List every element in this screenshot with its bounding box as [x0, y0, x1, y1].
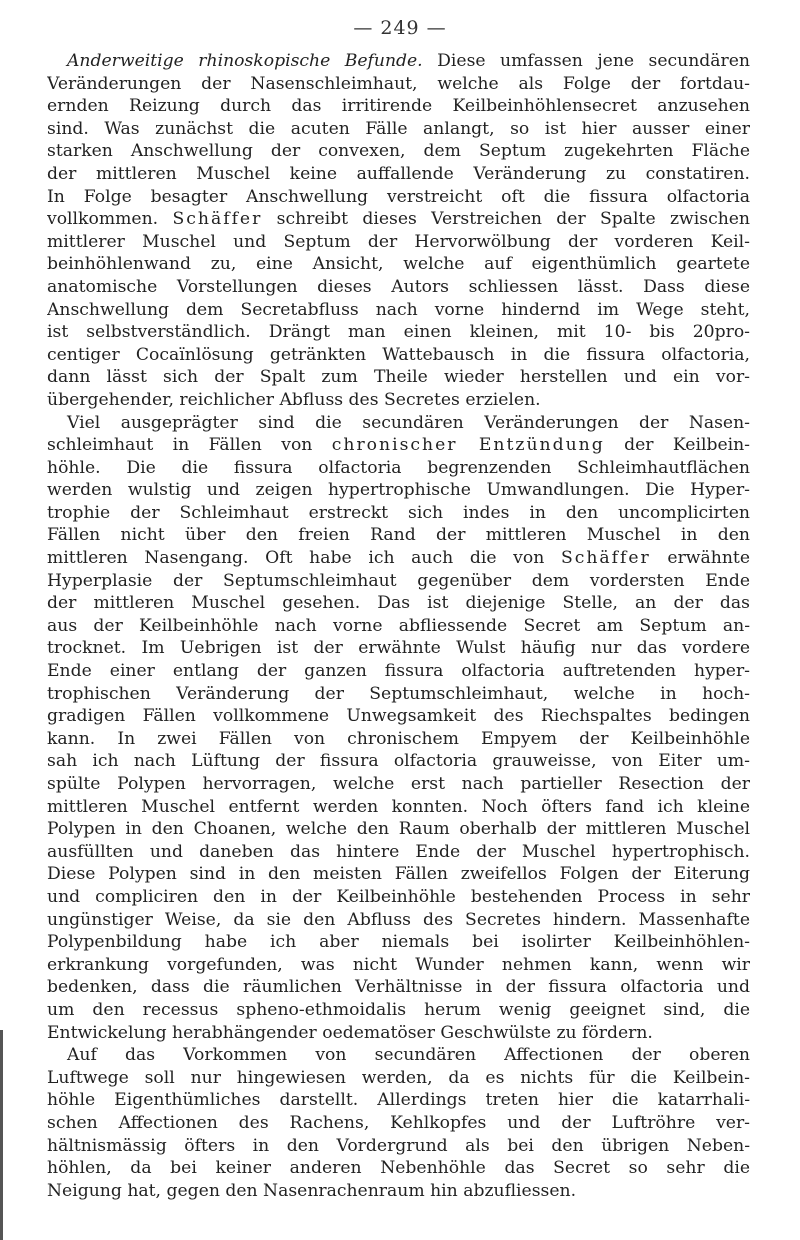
- text-line: Polypenbildung habe ich aber niemals bei isolirter Keilbeinhöhlen-: [47, 932, 750, 953]
- text-line: Luftwege soll nur hingewiesen werden, da es nichts für die Keilbein-: [47, 1067, 750, 1088]
- text-line: erkrankung vorgefunden, was nicht Wunder nehmen kann, wenn wir: [47, 954, 750, 975]
- text-line: Anschwellung dem Secretabfluss nach vorne hindernd im Wege steht,: [47, 299, 750, 320]
- page-number: — 249 —: [353, 17, 447, 39]
- text-line: mittleren Muschel entfernt werden konnten. Noch öfters fand ich kleine: [47, 796, 750, 817]
- text-line: ernden Reizung durch das irritirende Keilbeinhöhlensecret anzusehen: [47, 96, 750, 117]
- text-line: Anderweitige rhinoskopische Befunde. Diese umfassen jene secundären: [67, 51, 750, 71]
- text-line: Viel ausgeprägter sind die secundären Veränderungen der Nasen-: [67, 412, 750, 433]
- text-line: Diese Polypen sind in den meisten Fällen zweifellos Folgen der Eiterung: [47, 864, 750, 885]
- text-line: Fällen nicht über den freien Rand der mittleren Muschel in den: [47, 525, 750, 546]
- text-line: spülte Polypen hervorragen, welche erst nach partieller Resection der: [47, 774, 750, 794]
- text-line: höhlen, da bei keiner anderen Nebenhöhle das Secret so sehr die: [47, 1158, 750, 1179]
- scan-edge-shadow: [0, 1030, 3, 1240]
- text-line: Polypen in den Choanen, welche den Raum oberhalb der mittleren Muschel: [47, 819, 750, 840]
- emphasized-term: chronischer Entzündung: [331, 435, 605, 456]
- text-line: mittlerer Muschel und Septum der Hervorwölbung der vorderen Keil-: [47, 231, 750, 252]
- text-line: und compliciren den in der Keilbeinhöhle bestehenden Process in sehr: [47, 886, 750, 907]
- text-line: mittleren Nasengang. Oft habe ich auch die von Schäffer erwähnte: [47, 548, 750, 569]
- text-line: anatomische Vorstellungen dieses Autors schliessen lässt. Dass diese: [47, 276, 750, 297]
- text-line: der mittleren Muschel gesehen. Das ist diejenige Stelle, an der das: [47, 593, 750, 614]
- body-text: [47, 50, 750, 1202]
- text-line: vollkommen. Schäffer schreibt dieses Verstreichen der Spalte zwischen: [47, 209, 750, 230]
- text-line: höhle. Die die fissura olfactoria begrenzenden Schleimhautflächen: [47, 457, 750, 478]
- text-line: trophischen Veränderung der Septumschleimhaut, welche in hoch-: [47, 683, 750, 704]
- text-line: Neigung hat, gegen den Nasenrachenraum hin abzufliessen.: [47, 1180, 577, 1201]
- text-line: Auf das Vorkommen von secundären Affectionen der oberen: [67, 1045, 750, 1066]
- text-line: aus der Keilbeinhöhle nach vorne abfliessende Secret am Septum an-: [47, 615, 750, 636]
- text-line: kann. In zwei Fällen von chronischem Empyem der Keilbeinhöhle: [47, 728, 750, 749]
- text-line: schleimhaut in Fällen von chronischer Entzündung der Keilbein-: [47, 435, 750, 456]
- text-line: Veränderungen der Nasenschleimhaut, welche als Folge der fortdau-: [47, 73, 750, 94]
- section-heading: Anderweitige rhinoskopische Befunde.: [67, 51, 423, 71]
- text-line: sind. Was zunächst die acuten Fälle anlangt, so ist hier ausser einer: [47, 118, 750, 139]
- text-line: ausfüllten und daneben das hintere Ende der Muschel hypertrophisch.: [47, 841, 750, 862]
- text-line: ist selbstverständlich. Drängt man einen kleinen, mit 10- bis 20pro-: [47, 322, 750, 343]
- text-line: ungünstiger Weise, da sie den Abfluss des Secretes hindern. Massenhafte: [47, 909, 750, 930]
- text-line: trocknet. Im Uebrigen ist der erwähnte Wulst häufig nur das vordere: [47, 638, 750, 659]
- text-line: hältnismässig öfters in den Vordergrund als bei den übrigen Neben-: [47, 1135, 750, 1156]
- author-name: Schäffer: [560, 548, 651, 569]
- text-line: Hyperplasie der Septumschleimhaut gegenüber dem vordersten Ende: [47, 570, 750, 591]
- text-line: Ende einer entlang der ganzen fissura olfactoria auftretenden hyper-: [47, 661, 750, 682]
- text-line: In Folge besagter Anschwellung verstreicht oft die fissura olfactoria: [47, 186, 750, 207]
- text-line: schen Affectionen des Rachens, Kehlkopfes und der Luftröhre ver-: [47, 1112, 750, 1133]
- text-line: centiger Cocaïnlösung getränkten Wattebausch in die fissura olfactoria,: [47, 344, 750, 365]
- text-line: höhle Eigenthümliches darstellt. Allerdings treten hier die katarrhali-: [47, 1090, 750, 1111]
- text-line: trophie der Schleimhaut erstreckt sich indes in den uncomplicirten: [47, 502, 750, 523]
- text-line: beinhöhlenwand zu, eine Ansicht, welche auf eigenthümlich geartete: [47, 254, 750, 275]
- text-line: bedenken, dass die räumlichen Verhältnisse in der fissura olfactoria und: [47, 977, 750, 998]
- text-line: gradigen Fällen vollkommene Unwegsamkeit des Riechspaltes bedingen: [47, 706, 750, 727]
- text-line: sah ich nach Lüftung der fissura olfactoria grauweisse, von Eiter um-: [47, 751, 750, 772]
- text-line: dann lässt sich der Spalt zum Theile wieder herstellen und ein vor-: [47, 367, 750, 388]
- text-line: übergehender, reichlicher Abfluss des Secretes erzielen.: [47, 389, 541, 410]
- author-name: Schäffer: [172, 209, 263, 230]
- text-line: um den recessus spheno-ethmoidalis herum wenig geeignet sind, die: [47, 999, 750, 1020]
- text-line: Entwickelung herabhängender oedematöser Geschwülste zu fördern.: [47, 1022, 653, 1043]
- text-line: starken Anschwellung der convexen, dem Septum zugekehrten Fläche: [47, 141, 750, 162]
- text-line: werden wulstig und zeigen hypertrophische Umwandlungen. Die Hyper-: [47, 480, 750, 501]
- text-line: der mittleren Muschel keine auffallende Veränderung zu constatiren.: [47, 163, 750, 184]
